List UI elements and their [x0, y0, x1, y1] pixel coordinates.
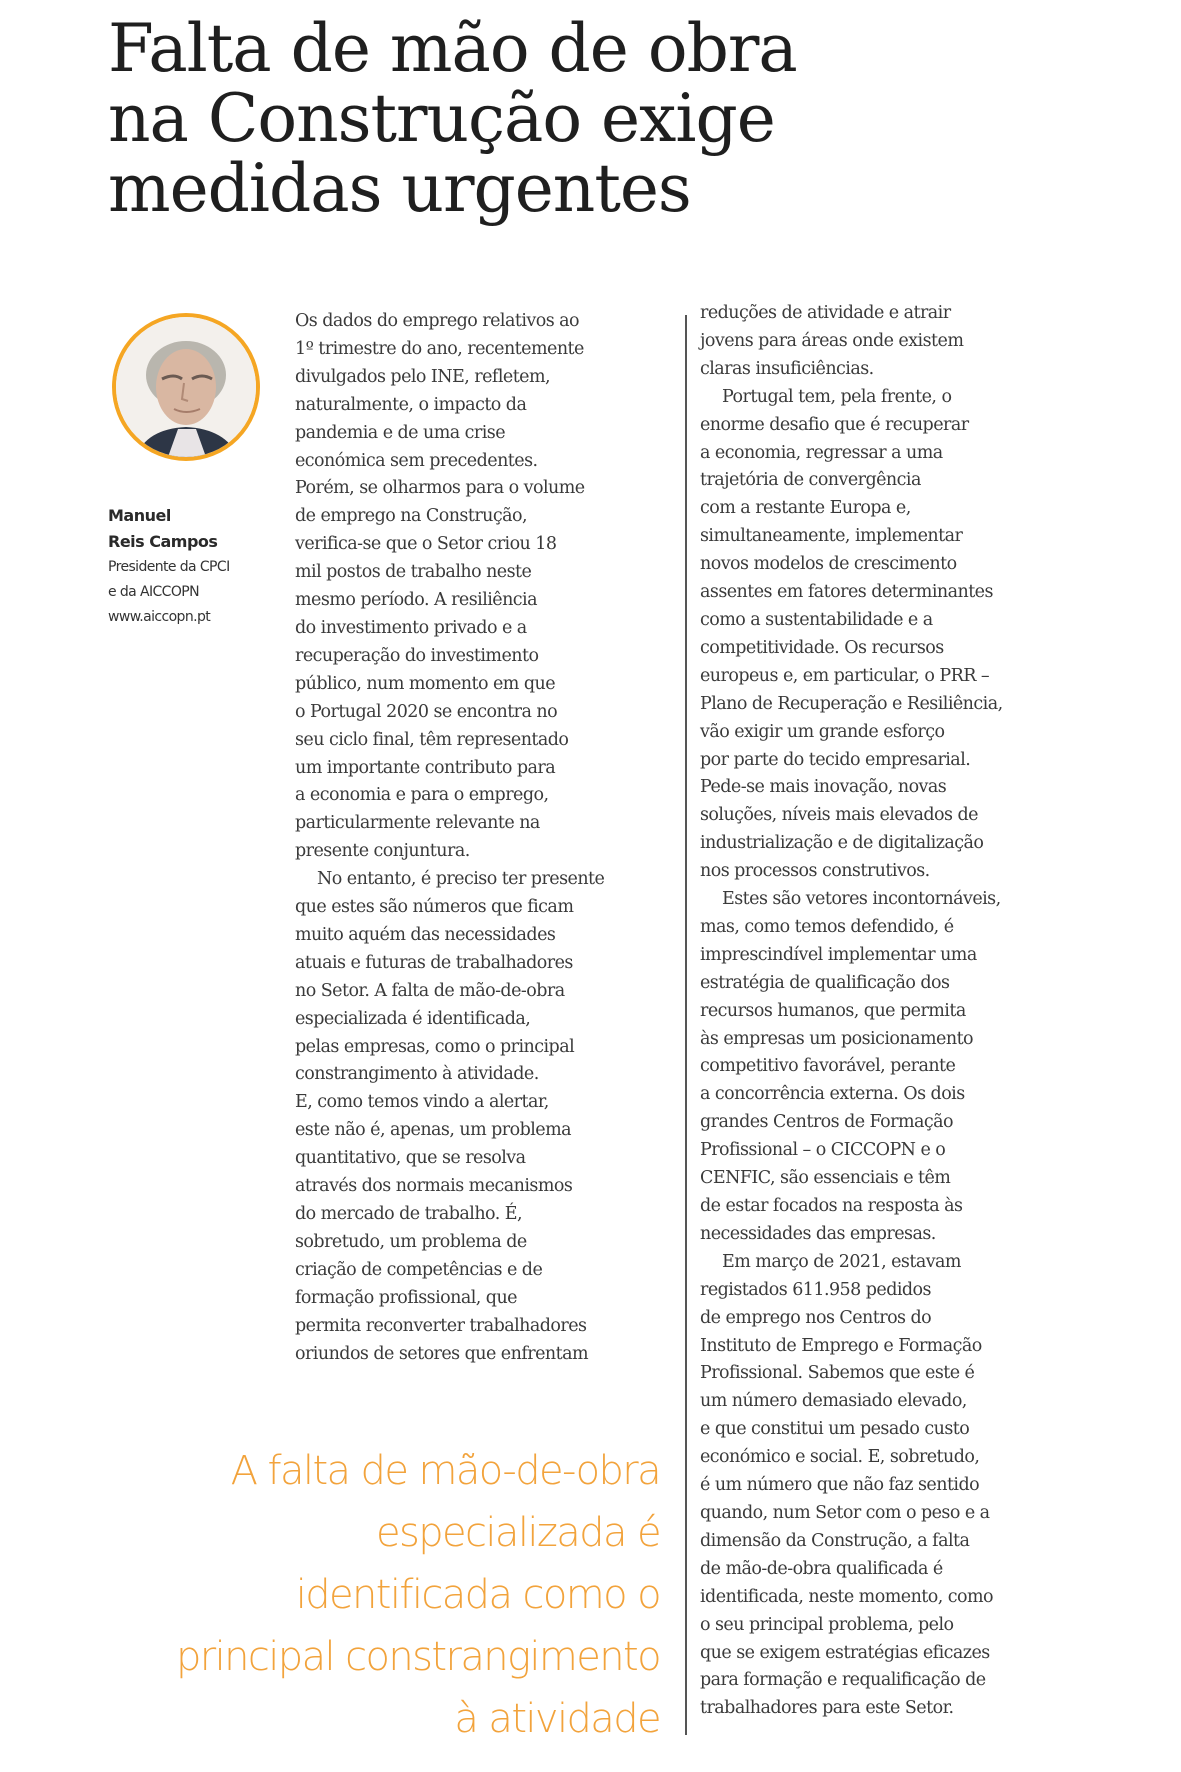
body-text-line: 1º trimestre do ano, recentemente [295, 338, 584, 359]
body-text-line: do mercado de trabalho. É, [295, 1204, 523, 1224]
author-photo [112, 313, 260, 461]
body-text-line: Plano de Recuperação e Resiliência, [700, 693, 1003, 714]
body-text-line: sobretudo, um problema de [295, 1231, 527, 1252]
pull-quote [120, 1440, 660, 1750]
author-role-line: e da AICCOPN [108, 584, 199, 600]
body-text-line: verifica-se que o Setor criou 18 [295, 534, 557, 555]
body-text-line: como a sustentabilidade e a [700, 609, 933, 630]
body-text-line: público, num momento em que [295, 673, 556, 694]
headline-line: na Construção exige [108, 80, 775, 157]
body-text-line: industrialização e de digitalização [700, 833, 984, 854]
headline-line: Falta de mão de obra [108, 10, 797, 87]
body-text-line: especializada é identificada, [295, 1008, 531, 1029]
body-text-line: económico e social. E, sobretudo, [700, 1447, 980, 1468]
body-text-line: quando, num Setor com o peso e a [700, 1502, 990, 1523]
body-text-line: a economia, regressar a uma [700, 442, 943, 463]
body-text-line: através dos normais mecanismos [295, 1176, 573, 1197]
body-text-line: económica sem precedentes. [295, 450, 538, 471]
body-text-line: claras insuficiências. [700, 358, 874, 379]
body-text-line: CENFIC, são essenciais e têm [700, 1168, 951, 1189]
body-text-line: novos modelos de crescimento [700, 554, 957, 575]
body-text-line: soluções, níveis mais elevados de [700, 805, 978, 826]
body-text-line: pelas empresas, como o principal [295, 1036, 575, 1057]
body-text-line: às empresas um posicionamento [700, 1028, 974, 1049]
body-text-line: quantitativo, que se resolva [295, 1148, 526, 1169]
body-text-line: que estes são números que ficam [295, 897, 574, 918]
body-text-line: Portugal tem, pela frente, o [722, 386, 952, 407]
body-text-line: dimensão da Construção, a falta [700, 1530, 970, 1551]
body-text-line: mil postos de trabalho neste [295, 562, 532, 583]
body-text-line: oriundos de setores que enfrentam [295, 1343, 589, 1364]
body-text-line: Porém, se olharmos para o volume [295, 478, 585, 499]
body-text-line: particularmente relevante na [295, 813, 540, 834]
body-text-line: de mão-de-obra qualificada é [700, 1558, 943, 1579]
body-text-line: vão exigir um grande esforço [700, 721, 945, 742]
body-text-line: que se exigem estratégias eficazes [700, 1642, 990, 1663]
body-text-line: por parte do tecido empresarial. [700, 749, 971, 770]
body-text-line: atuais e futuras de trabalhadores [295, 952, 573, 973]
author-portrait-icon [116, 317, 256, 457]
body-text-line: mesmo período. A resiliência [295, 590, 537, 611]
body-text-line: necessidades das empresas. [700, 1223, 936, 1244]
body-text-line: este não é, apenas, um problema [295, 1120, 572, 1141]
body-text-line: Os dados do emprego relativos ao [295, 311, 580, 331]
pull-quote-line: especializada é [375, 1510, 660, 1556]
author-name [108, 503, 288, 555]
pull-quote-line: A falta de mão-de-obra [230, 1448, 660, 1494]
body-text-line: identificada, neste momento, como [700, 1586, 994, 1607]
body-text-line: competitividade. Os recursos [700, 637, 944, 658]
body-text-line: europeus e, em particular, o PRR – [700, 665, 990, 686]
body-text-line: é um número que não faz sentido [700, 1475, 980, 1496]
body-text-line: No entanto, é preciso ter presente [317, 869, 605, 890]
body-text-line: muito aquém das necessidades [295, 924, 556, 945]
pull-quote-line: identificada como o [295, 1572, 660, 1618]
body-text-line: Profissional. Sabemos que este é [700, 1363, 975, 1384]
body-text-line: e que constitui um pesado custo [700, 1419, 970, 1440]
body-text-line: formação profissional, que [295, 1287, 517, 1308]
body-text-line: a concorrência externa. Os dois [700, 1084, 965, 1105]
body-text-line: grandes Centros de Formação [700, 1112, 954, 1133]
author-role [108, 555, 288, 630]
body-text-line: enorme desafio que é recuperar [700, 414, 969, 435]
body-text-line: Estes são vetores incontornáveis, [722, 889, 1001, 910]
body-text-line: naturalmente, o impacto da [295, 394, 527, 415]
pull-quote-line: à atividade [454, 1696, 660, 1742]
body-text-line: um número demasiado elevado, [700, 1391, 967, 1412]
body-text-line: de estar focados na resposta às [700, 1196, 963, 1216]
body-text-line: pandemia e de uma crise [295, 422, 506, 443]
body-text-line: a economia e para o emprego, [295, 785, 549, 806]
article-column-1 [295, 308, 675, 1368]
body-text-line: recuperação do investimento [295, 645, 539, 666]
body-text-line: Pede-se mais inovação, novas [700, 777, 947, 798]
article-column-2 [700, 300, 1080, 1723]
body-text-line: do investimento privado e a [295, 617, 527, 638]
body-text-line: imprescindível implementar uma [700, 944, 977, 965]
body-text-line: mas, como temos defendido, é [700, 916, 954, 937]
body-text-line: seu ciclo final, têm representado [295, 729, 569, 750]
body-text-line: um importante contributo para [295, 757, 556, 778]
body-text-line: trajetória de convergência [700, 470, 921, 491]
body-text-line: divulgados pelo INE, refletem, [295, 366, 551, 387]
body-text-line: permita reconverter trabalhadores [295, 1315, 587, 1336]
body-text-line: jovens para áreas onde existem [700, 330, 964, 351]
body-text-line: trabalhadores para este Setor. [700, 1698, 954, 1719]
body-text-line: o seu principal problema, pelo [700, 1614, 954, 1635]
body-text-line: o Portugal 2020 se encontra no [295, 701, 558, 722]
body-text-line: Profissional – o CICCOPN e o [700, 1140, 946, 1161]
author-name-line: Manuel [108, 506, 171, 525]
pull-quote-line: principal constrangimento [176, 1634, 660, 1680]
body-text-line: Em março de 2021, estavam [722, 1251, 961, 1272]
body-text-line: para formação e requalificação de [700, 1670, 986, 1691]
body-text-line: presente conjuntura. [295, 841, 470, 862]
column-divider [685, 315, 687, 1735]
headline-line: medidas urgentes [108, 150, 691, 227]
body-text-line: competitivo favorável, perante [700, 1056, 956, 1077]
author-website: www.aiccopn.pt [108, 609, 211, 625]
article-headline [108, 10, 868, 227]
body-text-line: assentes em fatores determinantes [700, 582, 993, 603]
body-text-line: de emprego nos Centros do [700, 1307, 932, 1328]
body-text-line: com a restante Europa e, [700, 498, 911, 519]
body-text-line: registados 611.958 pedidos [700, 1279, 931, 1300]
author-byline [108, 503, 288, 630]
body-text-line: E, como temos vindo a alertar, [295, 1092, 549, 1113]
author-name-line: Reis Campos [108, 532, 218, 551]
body-text-line: simultaneamente, implementar [700, 526, 963, 547]
body-text-line: reduções de atividade e atrair [700, 303, 951, 323]
body-text-line: Instituto de Emprego e Formação [700, 1335, 982, 1356]
body-text-line: constrangimento à atividade. [295, 1064, 539, 1085]
body-text-line: estratégia de qualificação dos [700, 972, 950, 993]
body-text-line: recursos humanos, que permita [700, 1000, 966, 1021]
body-text-line: criação de competências e de [295, 1259, 543, 1280]
body-text-line: no Setor. A falta de mão-de-obra [295, 980, 565, 1001]
body-text-line: de emprego na Construção, [295, 506, 527, 527]
body-text-line: nos processos construtivos. [700, 861, 930, 882]
author-role-line: Presidente da CPCI [108, 559, 230, 575]
